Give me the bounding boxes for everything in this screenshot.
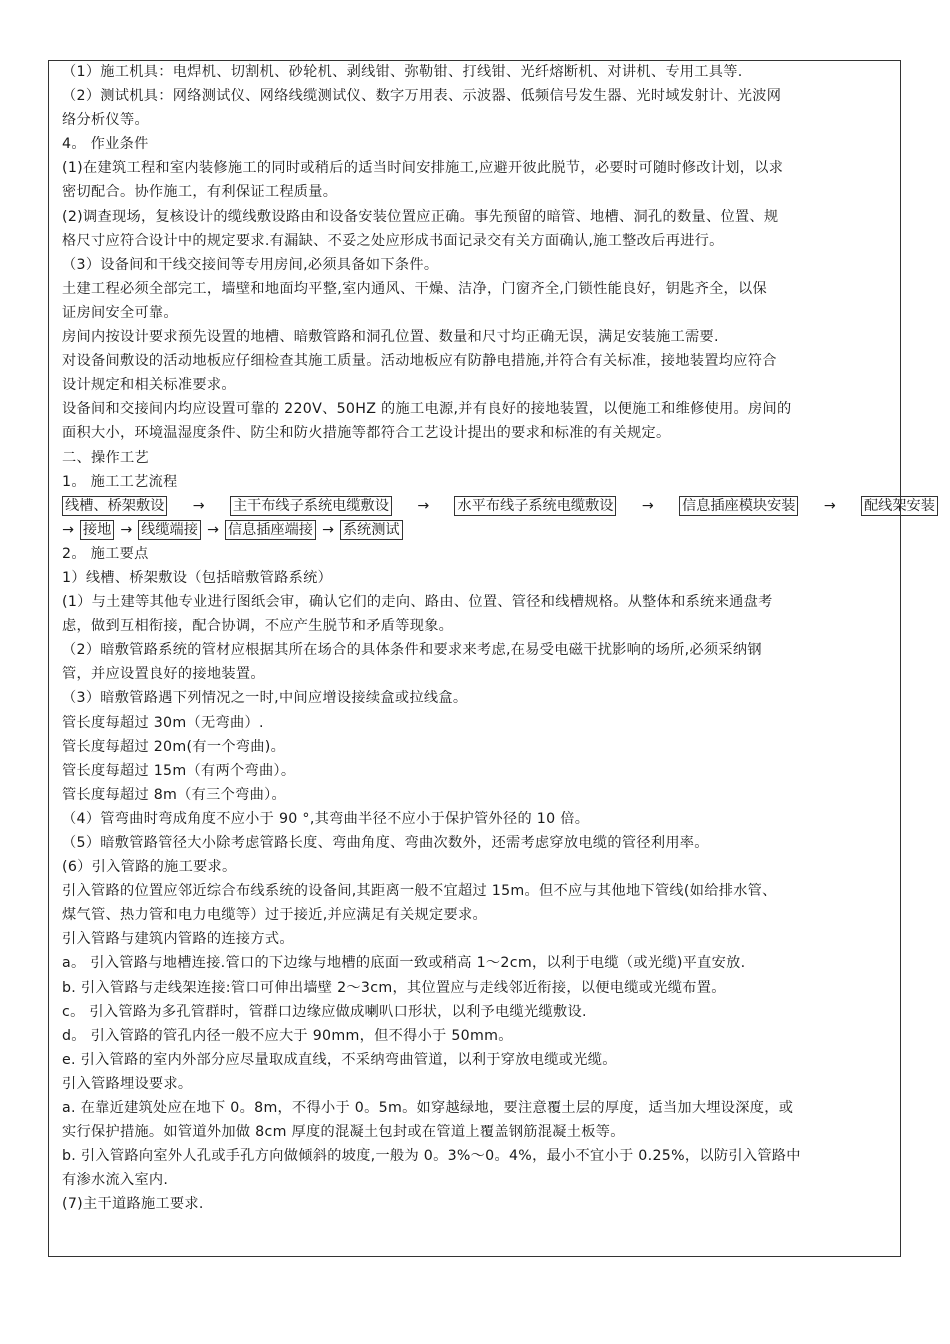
text-line: 二、操作工艺 [62,449,149,466]
text-line: e. 引入管路的室内外部分应尽量取成直线，不采纳弯曲管道，以利于穿放电缆或光缆。 [62,1051,617,1068]
flow-step-box: 线缆端接 [138,520,201,540]
document-body [62,60,935,1217]
text-line: （2）测试机具：网络测试仪、网络线缆测试仪、数字万用表、示波器、低频信号发生器、光时域发射计、光波网 [62,88,782,105]
flow-step-box: 接地 [80,520,114,540]
text-line: 1）线槽、桥架敷设（包括暗敷管路系统） [62,569,333,586]
text-line: （4）管弯曲时弯成角度不应小于 90 °,其弯曲半径不应小于保护管外径的 10 倍。 [62,810,590,827]
flow-arrow-icon: → [417,497,430,514]
text-line: a. 在靠近建筑处应在地下 0。8m，不得小于 0。5m。如穿越绿地，要注意覆土层的厚度，适当加大埋设深度，或 [62,1100,794,1117]
text-line: 2。 施工要点 [62,545,149,562]
text-line: a。 引入管路与地槽连接.管口的下边缘与地槽的底面一致或稍高 1～2cm，以利于电缆（或光缆)平直安放. [62,955,746,972]
flow-arrow-icon: → [641,497,654,514]
text-line: 煤气管、热力管和电力电缆等）过于接近,并应满足有关规定要求。 [62,907,487,924]
text-line: b. 引入管路与走线架连接:管口可伸出墙壁 2～3cm，其位置应与走线邻近衔接，以便电缆或光缆布置。 [62,979,726,996]
flow-step-box: 信息插座模块安装 [679,496,799,516]
text-line: (2)调查现场，复核设计的缆线敷设路由和设备安装位置应正确。事先预留的暗管、地槽、洞孔的数量、位置、规 [62,208,779,225]
text-line: 对设备间敷设的活动地板应仔细检查其施工质量。活动地板应有防静电措施,并符合有关标准，接地装置均应符合 [62,353,777,370]
text-line: 土建工程必须全部完工，墙壁和地面均平整,室内通风、干燥、洁净，门窗齐全,门锁性能良好，钥匙齐全，以保 [62,280,768,297]
text-line: 引入管路与建筑内管路的连接方式。 [62,931,294,948]
flow-arrow-icon: → [120,521,133,538]
text-line: 络分析仪等。 [62,112,149,129]
flow-step-box: 配线架安装 [861,496,938,516]
text-line: 管，并应设置良好的接地装置。 [62,666,265,683]
text-line: 有渗水流入室内. [62,1172,169,1189]
text-line: （3）设备间和干线交接间等专用房间,必须具备如下条件。 [62,256,439,273]
process-flow-row-1 [62,494,935,518]
text-line: 实行保护措施。如管道外加做 8cm 厚度的混凝土包封或在管道上覆盖钢筋混凝土板等。 [62,1124,625,1141]
text-line: 引入管路埋设要求。 [62,1075,193,1092]
flow-step-box: 水平布线子系统电缆敷设 [454,496,616,516]
text-line: 虑，做到互相衔接，配合协调，不应产生脱节和矛盾等现象。 [62,618,454,635]
text-line: b. 引入管路向室外人孔或手孔方向做倾斜的坡度,一般为 0。3%～0。4%，最小不宜小于 0.25%，以防引入管路中 [62,1148,801,1165]
text-line: 格尺寸应符合设计中的规定要求.有漏缺、不妥之处应形成书面记录交有关方面确认,施工整改后再进行。 [62,232,724,249]
text-line: (1）与土建等其他专业进行图纸会审，确认它们的走向、路由、位置、管径和线槽规格。从整体和系统来通盘考 [62,594,773,611]
text-line: 证房间安全可靠。 [62,304,178,321]
text-line: c。 引入管路为多孔管群时，管群口边缘应做成喇叭口形状，以利予电缆光缆敷设. [62,1003,587,1020]
text-line: 管长度每超过 20m(有一个弯曲)。 [62,738,286,755]
text-line: 管长度每超过 15m（有两个弯曲）。 [62,762,296,779]
flow-arrow-icon: → [206,521,219,538]
flow-step-box: 线槽、桥架敷设 [62,496,167,516]
text-line: 4。 作业条件 [62,136,149,153]
process-flow-row-2 [62,518,892,542]
text-line: 房间内按设计要求预先设置的地槽、暗敷管路和洞孔位置、数量和尺寸均正确无误，满足安装施工需要. [62,329,719,346]
flow-arrow-icon: → [192,497,205,514]
text-line: (6）引入管路的施工要求。 [62,859,237,876]
flow-arrow-icon: → [823,497,836,514]
text-line: 面积大小，环境温湿度条件、防尘和防火措施等都符合工艺设计提出的要求和标准的有关规定。 [62,425,671,442]
text-line: 设备间和交接间内均应设置可靠的 220V、50HZ 的施工电源,并有良好的接地装置，以便施工和维修使用。房间的 [62,401,792,418]
text-line: d。 引入管路的管孔内径一般不应大于 90mm，但不得小于 50mm。 [62,1027,513,1044]
section-intro [62,60,892,494]
text-line: 管长度每超过 30m（无弯曲）. [62,714,264,731]
text-line: （5）暗敷管路管径大小除考虑管路长度、弯曲角度、弯曲次数外，还需考虑穿放电缆的管径利用率。 [62,835,709,851]
text-line: (7)主干道路施工要求. [62,1196,204,1213]
flow-step-box: 系统测试 [340,520,403,540]
flow-arrow-icon: → [62,521,74,538]
text-line: (1)在建筑工程和室内装修施工的同时或稍后的适当时间安排施工,应避开彼此脱节，必要时可随时修改计划，以求 [62,160,784,177]
flow-step-box: 信息插座端接 [225,520,316,540]
flow-step-box: 主干布线子系统电缆敷设 [230,496,392,516]
text-line: 引入管路的位置应邻近综合布线系统的设备间,其距离一般不宜超过 15m。但不应与其他地下管线(如给排水管、 [62,883,777,900]
flow-arrow-icon: → [321,521,334,538]
text-line: 密切配合。协作施工，有利保证工程质量。 [62,184,338,201]
text-line: 管长度每超过 8m（有三个弯曲）。 [62,786,286,803]
section-construction-points [62,542,892,1217]
text-line: 1。 施工工艺流程 [62,473,178,490]
text-line: （2）暗敷管路系统的管材应根据其所在场合的具体条件和要求来考虑,在易受电磁干扰影响的场所,必须采纳钢 [62,642,762,659]
text-line: （3）暗敷管路遇下列情况之一时,中间应增设接续盒或拉线盒。 [62,690,468,707]
text-line: （1）施工机具：电焊机、切割机、砂轮机、剥线钳、弥勒钳、打线钳、光纤熔断机、对讲机、专用工具等. [62,64,743,80]
text-line: 设计规定和相关标准要求。 [62,377,236,394]
